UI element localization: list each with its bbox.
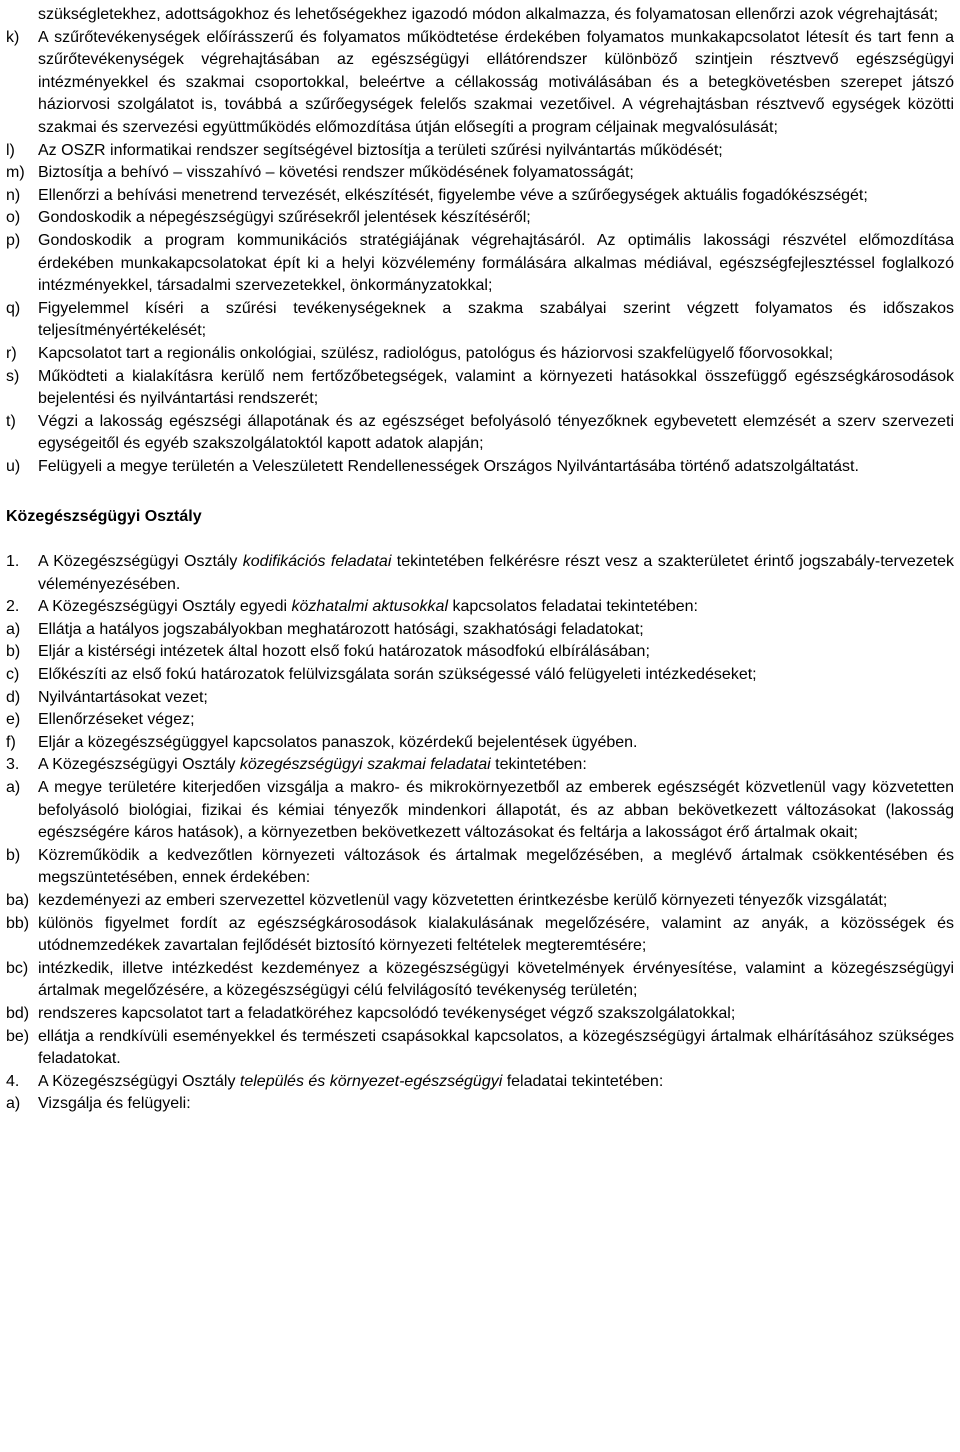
- paragraph-emphasis: közhatalmi aktusokkal: [291, 598, 448, 616]
- item-label: bc): [6, 959, 29, 977]
- item-text: Biztosítja a behívó – visszahívó – követési rendszer működésének folyamatosságát;: [38, 164, 634, 182]
- item-label: o): [6, 209, 21, 227]
- paragraph-emphasis: közegészségügyi szakmai feladatai: [239, 756, 491, 774]
- item-label: c): [6, 666, 20, 684]
- list-item: [6, 162, 954, 185]
- item-text: Végzi a lakosság egészségi állapotának és az egészséget befolyásoló tényezőknek egybevetett elemzését a szerv szervezeti egységeitől és egyéb szakszolgálatoktól kapott adatok alapján;: [38, 412, 954, 453]
- item-label: be): [6, 1027, 30, 1045]
- list-item: [6, 207, 954, 230]
- item-label: u): [6, 457, 21, 475]
- item-text: kezdeményezi az emberi szervezettel közvetlenül vagy közvetetten érintkezésbe kerülő környezeti tényezők vizsgálatát;: [38, 891, 888, 909]
- list-item: [6, 709, 954, 732]
- paragraph-text: tekintetében felkérésre részt vesz a szakterületet érintő jogszabály-tervezetek véleményezésében.: [38, 553, 954, 593]
- numbered-paragraph-2: [6, 596, 954, 619]
- item-label: bd): [6, 1004, 30, 1022]
- item-text: Felügyeli a megye területén a Veleszületett Rendellenességek Országos Nyilvántartásába történő adatszolgáltatást.: [38, 457, 859, 475]
- list-item: [6, 230, 954, 298]
- item-text: Nyilvántartásokat vezet;: [38, 688, 208, 706]
- list-item: [6, 1026, 954, 1071]
- paragraph-text: feladatai tekintetében:: [502, 1072, 664, 1090]
- list-item: [6, 298, 954, 343]
- list-item: [6, 890, 954, 913]
- item-text: Vizsgálja és felügyeli:: [38, 1095, 191, 1113]
- item-text: Működteti a kialakításra kerülő nem fertőzőbetegségek, valamint a környezeti hatásokkal összefüggő egészségkárosodások bejelentési és nyilvántartási rendszerét;: [38, 367, 954, 408]
- numbered-paragraph-1: [6, 551, 954, 596]
- paragraph-number: 2.: [6, 598, 20, 616]
- item-text: intézkedik, illetve intézkedést kezdeményez a közegészségügyi követelmények érvényesítése, valamint a közegészségügyi ártalmak megelőzésére, a közegészségügyi célú felvilágosító tevékenység területén;: [38, 959, 954, 1000]
- task-list-2: [6, 619, 954, 755]
- item-text: Előkészíti az első fokú határozatok felülvizsgálata során szükségessé váló felügyeleti intézkedéseket;: [38, 666, 757, 684]
- paragraph-text: kapcsolatos feladatai tekintetében:: [448, 598, 698, 616]
- item-label: f): [6, 733, 16, 751]
- list-item: [6, 641, 954, 664]
- item-label: m): [6, 164, 25, 182]
- item-label: n): [6, 186, 21, 204]
- paragraph-text: A Közegészségügyi Osztály: [38, 1072, 240, 1090]
- item-text: Figyelemmel kíséri a szűrési tevékenységeknek a szakma szabályai szerint végzett folyamatos és időszakos teljesítményértékelését;: [38, 299, 954, 340]
- item-label: ba): [6, 891, 30, 909]
- continuation-paragraph: szükségletekhez, adottságokhoz és lehetőségekhez igazodó módon alkalmazza, és folyamatosan ellenőrzi azok végrehajtását;: [38, 6, 939, 23]
- item-label: bb): [6, 914, 30, 932]
- item-label: d): [6, 688, 21, 706]
- section-heading: Közegészségügyi Osztály: [6, 508, 202, 526]
- list-item: [6, 140, 954, 163]
- item-label: r): [6, 344, 17, 362]
- list-item: [6, 185, 954, 208]
- list-item: [6, 619, 954, 642]
- item-text: ellátja a rendkívüli eseményekkel és természeti csapásokkal kapcsolatos, a közegészségügyi ártalmak elhárításához szükséges feladatokat.: [38, 1027, 954, 1068]
- item-text: Ellátja a hatályos jogszabályokban meghatározott hatósági, szakhatósági feladatokat;: [38, 620, 644, 638]
- item-label: t): [6, 412, 16, 430]
- paragraph-number: 1.: [6, 553, 20, 571]
- paragraph-text: A Közegészségügyi Osztály egyedi: [38, 598, 292, 616]
- item-text: Gondoskodik a program kommunikációs stratégiájának végrehajtásáról. Az optimális lakossági részvétel előmozdítása érdekében munkakapcsolatokat épít ki a helyi közvélemény formálására alkalmas médiával, egészségfejlesztéssel foglalkozó intézményekkel, társadalmi szervezetekkel, önkormányzatokkal;: [38, 231, 954, 295]
- paragraph-text: A Közegészségügyi Osztály: [38, 553, 243, 571]
- item-text: Ellenőrzi a behívási menetrend tervezését, elkészítését, figyelembe véve a szűrőegységek aktuális fogadókészségét;: [38, 186, 868, 204]
- item-text: Az OSZR informatikai rendszer segítségével biztosítja a területi szűrési nyilvántartás működését;: [38, 141, 723, 159]
- item-label: a): [6, 620, 21, 638]
- list-item: [6, 664, 954, 687]
- task-list-3: [6, 777, 954, 1071]
- list-item: [6, 732, 954, 755]
- list-item: [6, 343, 954, 366]
- item-text: Kapcsolatot tart a regionális onkológiai, szülész, radiológus, patológus és háziorvosi szakfelügyelő főorvosokkal;: [38, 344, 834, 362]
- item-label: q): [6, 299, 21, 317]
- paragraph-text: A Közegészségügyi Osztály: [38, 756, 240, 774]
- list-item: [6, 411, 954, 456]
- list-item: [6, 1003, 954, 1026]
- item-label: p): [6, 231, 21, 249]
- paragraph-emphasis: kodifikációs feladatai: [242, 553, 392, 571]
- item-label: l): [6, 141, 15, 159]
- item-text: Eljár a közegészségüggyel kapcsolatos panaszok, közérdekű bejelentések ügyében.: [38, 733, 638, 751]
- item-text: Közreműködik a kedvezőtlen környezeti változások és ártalmak megelőzésében, a meglévő ártalmak csökkentésében és megszüntetésében, ennek érdekében:: [38, 846, 954, 887]
- list-item: [6, 1093, 954, 1116]
- item-label: s): [6, 367, 20, 385]
- item-text: Ellenőrzéseket végez;: [38, 711, 195, 729]
- list-item: [6, 687, 954, 710]
- item-text: Eljár a kistérségi intézetek által hozott első fokú határozatok másodfokú elbírálásában;: [38, 643, 650, 661]
- paragraph-number: 4.: [6, 1072, 20, 1090]
- item-label: a): [6, 1095, 21, 1113]
- item-text: Gondoskodik a népegészségügyi szűrésekről jelentések készítéséről;: [38, 209, 531, 227]
- list-item: [6, 845, 954, 890]
- item-label: a): [6, 779, 21, 796]
- paragraph-number: 3.: [6, 756, 20, 774]
- item-text: különös figyelmet fordít az egészségkárosodások kialakulásának megelőzésére, valamint az anyák, a közösségek és utódnemzedékek zavartalan fejlődését biztosító környezeti feltételek megteremtésére;: [38, 914, 954, 955]
- item-label: b): [6, 643, 21, 661]
- list-item: [6, 27, 954, 140]
- item-text: rendszeres kapcsolatot tart a feladatköréhez kapcsolódó tevékenységet végző szakszolgálatokkal;: [38, 1004, 736, 1022]
- list-item: [6, 777, 954, 845]
- item-text: A megye területére kiterjedően vizsgálja a makro- és mikrokörnyezetből az emberek egészségét közvetlenül vagy közvetetten befolyásoló biológiai, fizikai és kémiai tényezők mindenkori állapotát, és az abban bekövetkezett változásokat (lakosság egészségére káros hatások), a környezetben bekövetkezett változásokat és feltárja a lakosságot érő ártalmak okait;: [38, 779, 954, 842]
- item-label: e): [6, 711, 21, 729]
- list-item: [6, 913, 954, 958]
- numbered-paragraph-4: [6, 1071, 954, 1094]
- list-item: [6, 366, 954, 411]
- list-item: [6, 456, 954, 479]
- numbered-paragraph-3: [6, 754, 954, 777]
- item-label: k): [6, 28, 20, 46]
- task-list-4: [6, 1093, 954, 1116]
- paragraph-text: tekintetében:: [490, 756, 587, 774]
- task-list-k-to-u: [6, 27, 954, 479]
- item-label: b): [6, 846, 21, 864]
- paragraph-emphasis: település és környezet-egészségügyi: [239, 1072, 503, 1090]
- list-item: [6, 958, 954, 1003]
- item-text: A szűrőtevékenységek előírásszerű és folyamatos működtetése érdekében folyamatos munkakapcsolatot létesít és tart fenn a szűrőtevékenységek végrehajtásában az egészségügyi ellátórendszer különböző szintjein résztvevő egészségügyi intézményekkel és szakmai csoportokkal, beleértve a céllakosság motiválásában és a betegkövetésben szerepet játszó háziorvosi szolgálatot is, továbbá a szűrőegységek felelős szakmai vezetőivel. A végrehajtásban résztvevő egységek közötti szakmai és szervezési együttműködés előmozdítása útján elősegíti a program céljainak megvalósulását;: [38, 28, 954, 136]
